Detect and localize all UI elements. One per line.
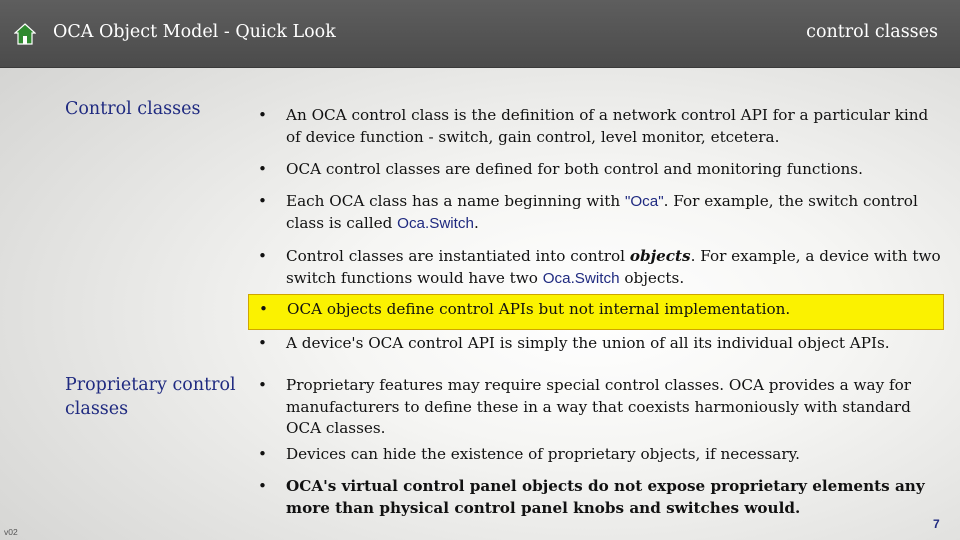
code-text: Oca.Switch	[542, 269, 620, 287]
list-item: • OCA control classes are defined for both control and monitoring functions.	[248, 159, 944, 181]
list-item: • OCA's virtual control panel objects do not expose proprietary elements any more than physical control panel knobs and switches would.	[248, 476, 944, 519]
section-label-proprietary-control-classes: Proprietary control classes	[65, 375, 236, 419]
section-label-control-classes: Control classes	[65, 99, 201, 119]
bullet-icon: •	[259, 300, 268, 318]
home-icon[interactable]	[14, 23, 36, 45]
list-item: • Devices can hide the existence of proprietary objects, if necessary.	[248, 444, 944, 466]
list-item: • Control classes are instantiated into control objects. For example, a device with two switch functions would have two Oca.Switch objects.	[248, 246, 944, 289]
header-bar	[0, 0, 960, 68]
list-item: • An OCA control class is the definition of a network control API for a particular kind of device function - switch, gain control, level monitor, etcetera.	[248, 105, 944, 148]
list-item: • Each OCA class has a name beginning with "Oca". For example, the switch control class is called Oca.Switch.	[248, 191, 944, 234]
bullet-icon: •	[258, 160, 267, 178]
page-number: 7	[933, 517, 940, 531]
emphasis-text: objects	[629, 247, 691, 265]
page-title: OCA Object Model - Quick Look	[53, 22, 336, 42]
list-item: • Proprietary features may require special control classes. OCA provides a way for manufacturers to define these in a way that coexists harmoniously with standard OCA classes.	[248, 375, 944, 440]
code-text: "Oca"	[624, 193, 664, 210]
list-item: • A device's OCA control API is simply the union of all its individual object APIs.	[248, 333, 944, 355]
bullet-icon: •	[258, 247, 267, 265]
version-label: v02	[4, 527, 18, 537]
bullet-icon: •	[258, 106, 267, 124]
bullet-icon: •	[258, 376, 267, 394]
section-title: control classes	[806, 22, 938, 42]
bullet-icon: •	[258, 477, 267, 495]
bullet-icon: •	[258, 334, 267, 352]
bullet-icon: •	[258, 445, 267, 463]
highlighted-list-item: • OCA objects define control APIs but not internal implementation.	[248, 294, 944, 330]
code-text: Oca.Switch	[397, 214, 474, 232]
bullet-icon: •	[258, 192, 267, 210]
